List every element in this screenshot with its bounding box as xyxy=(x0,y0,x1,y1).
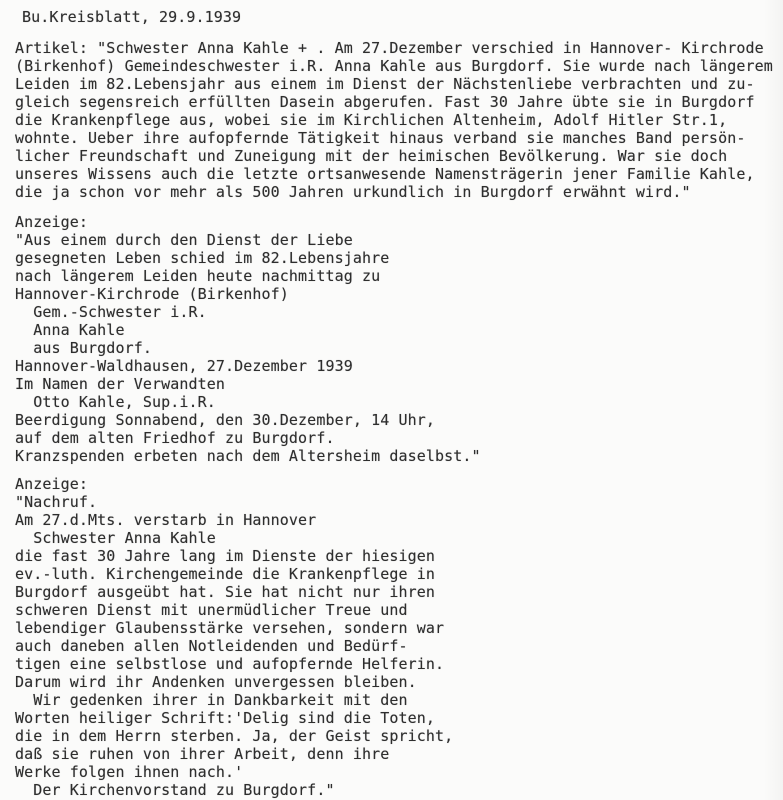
text-line: Darum wird ihr Andenken unvergessen bleiben. xyxy=(15,673,417,691)
text-line: Im Namen der Verwandten xyxy=(15,375,226,393)
text-line: auch daneben allen Notleidenden und Bedürf- xyxy=(15,637,408,655)
text-line: Werke folgen ihnen nach.' xyxy=(15,763,244,781)
text-line: wohnte. Ueber ihre aufopfernde Tätigkeit hinaus verband sie manches Band persön- xyxy=(15,129,746,147)
text-line: Beerdigung Sonnabend, den 30.Dezember, 14 Uhr, xyxy=(15,411,436,429)
text-line: Schwester Anna Kahle xyxy=(15,529,216,547)
text-line: Am 27.d.Mts. verstarb in Hannover xyxy=(15,511,317,529)
text-line: Gem.-Schwester i.R. xyxy=(15,303,207,321)
text-line: die fast 30 Jahre lang im Dienste der hiesigen xyxy=(15,547,436,565)
text-line: "Aus einem durch den Dienst der Liebe xyxy=(15,231,353,249)
text-line: Wir gedenken ihrer in Dankbarkeit mit den xyxy=(15,691,408,709)
text-line: gesegneten Leben schied im 82.Lebensjahre xyxy=(15,249,390,267)
text-line: Anna Kahle xyxy=(15,321,125,339)
text-line: Kranzspenden erbeten nach dem Altersheim daselbst." xyxy=(15,447,481,465)
text-line: unseres Wissens auch die letzte ortsanwesende Namensträgerin jener Familie Kahle, xyxy=(15,165,755,183)
text-line: die in dem Herrn sterben. Ja, der Geist spricht, xyxy=(15,727,454,745)
text-line: (Birkenhof) Gemeindeschwester i.R. Anna Kahle aus Burgdorf. Sie wurde nach längerem xyxy=(15,57,773,75)
text-line: Anzeige: xyxy=(15,475,89,493)
text-line: Worten heiliger Schrift:'Delig sind die Toten, xyxy=(15,709,436,727)
text-line: ev.-luth. Kirchengemeinde die Krankenpflege in xyxy=(15,565,436,583)
text-line: schweren Dienst mit unermüdlicher Treue und xyxy=(15,601,408,619)
text-line: Hannover-Waldhausen, 27.Dezember 1939 xyxy=(15,357,353,375)
text-line: Anzeige: xyxy=(15,213,89,231)
text-line: daß sie ruhen von ihrer Arbeit, denn ihre xyxy=(15,745,390,763)
document-header-dateline: Bu.Kreisblatt, 29.9.1939 xyxy=(22,8,242,26)
anzeige-1-paragraph xyxy=(0,213,783,465)
text-line: licher Freundschaft und Zuneigung mit der heimischen Bevölkerung. War sie doch xyxy=(15,147,728,165)
text-line: Leiden im 82.Lebensjahr aus einem im Dienst der Nächstenliebe verbrachten und zu- xyxy=(15,75,755,93)
text-line: nach längerem Leiden heute nachmittag zu xyxy=(15,267,381,285)
text-line: Burgdorf ausgeübt hat. Sie hat nicht nur ihren xyxy=(15,583,436,601)
text-line: tigen eine selbstlose und aufopfernde Helferin. xyxy=(15,655,445,673)
article-paragraph xyxy=(0,39,783,201)
text-line: die Krankenpflege aus, wobei sie im Kirchlichen Altenheim, Adolf Hitler Str.1, xyxy=(15,111,728,129)
text-line: auf dem alten Friedhof zu Burgdorf. xyxy=(15,429,335,447)
text-line: Otto Kahle, Sup.i.R. xyxy=(15,393,216,411)
text-line: "Nachruf. xyxy=(15,493,98,511)
anzeige-2-paragraph xyxy=(0,475,783,799)
text-line: Hannover-Kirchrode (Birkenhof) xyxy=(15,285,289,303)
text-line: aus Burgdorf. xyxy=(15,339,152,357)
text-line: lebendiger Glaubensstärke versehen, sondern war xyxy=(15,619,445,637)
text-line: gleich segensreich erfüllten Dasein abgerufen. Fast 30 Jahre übte sie in Burgdorf xyxy=(15,93,755,111)
text-line: Artikel: "Schwester Anna Kahle + . Am 27.Dezember verschied in Hannover- Kirchrode xyxy=(15,39,764,57)
text-line: die ja schon vor mehr als 500 Jahren urkundlich in Burgdorf erwähnt wird." xyxy=(15,183,691,201)
text-line: Der Kirchenvorstand zu Burgdorf." xyxy=(15,781,335,799)
